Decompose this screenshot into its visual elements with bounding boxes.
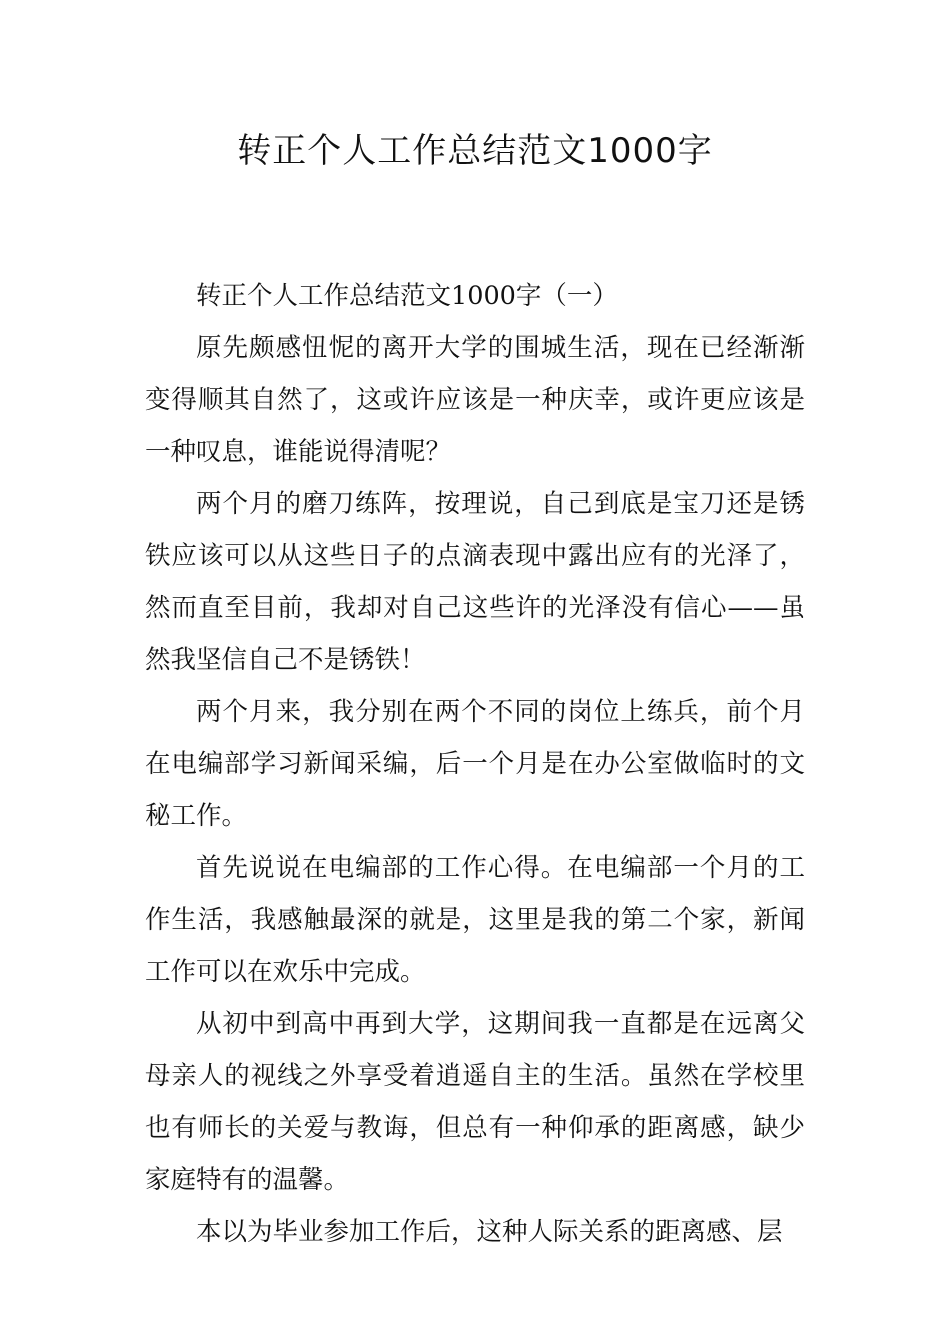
paragraph: 原先颇感忸怩的离开大学的围城生活，现在已经渐渐变得顺其自然了，这或许应该是一种庆幸，或许更应该是一种叹息，谁能说得清呢？: [145, 333, 805, 467]
paragraph-subtitle: 转正个人工作总结范文1000字（一）: [196, 281, 618, 311]
paragraph: 首先说说在电编部的工作心得。在电编部一个月的工作生活，我感触最深的就是，这里是我的第二个家，新闻工作可以在欢乐中完成。: [145, 853, 805, 987]
document-title: 转正个人工作总结范文1000字: [237, 131, 713, 171]
paragraph: 本以为毕业参加工作后，这种人际关系的距离感、层: [196, 1217, 783, 1247]
document-body: [145, 270, 805, 1258]
paragraph: 从初中到高中再到大学，这期间我一直都是在远离父母亲人的视线之外享受着逍遥自主的生活。虽然在学校里也有师长的关爱与教诲，但总有一种仰承的距离感，缺少家庭特有的温馨。: [145, 1009, 805, 1195]
paragraph: 两个月的磨刀练阵，按理说，自己到底是宝刀还是锈铁应该可以从这些日子的点滴表现中露出应有的光泽了，然而直至目前，我却对自己这些许的光泽没有信心——虽然我坚信自己不是锈铁！: [145, 489, 805, 675]
paragraph: 两个月来，我分别在两个不同的岗位上练兵，前个月在电编部学习新闻采编，后一个月是在办公室做临时的文秘工作。: [145, 697, 805, 831]
